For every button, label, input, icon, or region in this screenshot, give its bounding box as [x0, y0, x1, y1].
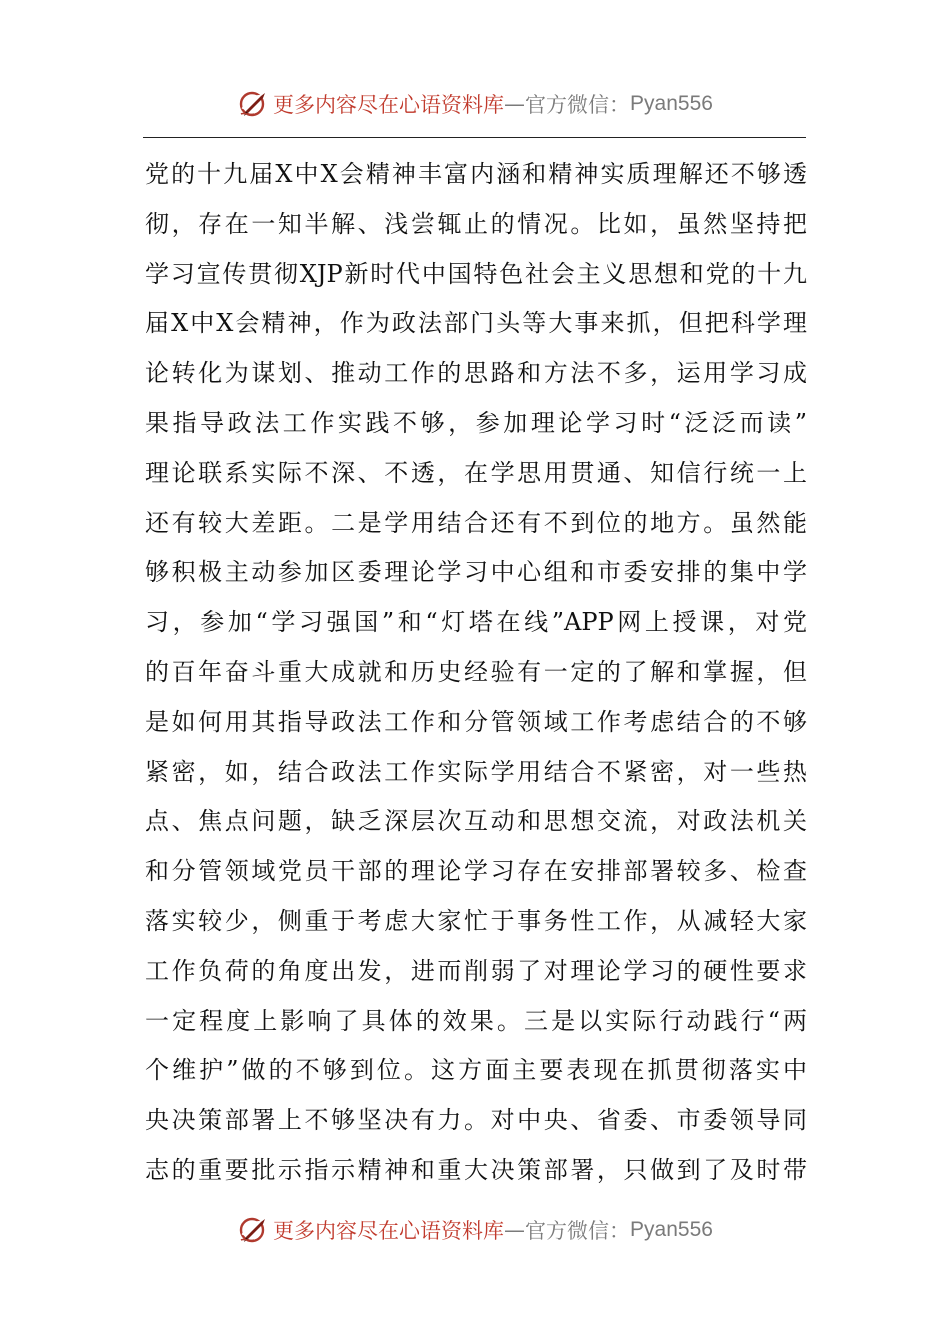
watermark-dash: — [504, 92, 526, 116]
footer-watermark [0, 1208, 950, 1252]
body-line: 志的重要批示指示精神和重大决策部署，只做到了及时带 [145, 1155, 807, 1184]
body-line: 学习宣传贯彻XJP新时代中国特色社会主义思想和党的十九 [145, 259, 807, 288]
body-line: 理论联系实际不深、不透，在学思用贯通、知信行统一上 [145, 458, 807, 487]
body-line: 果指导政法工作实践不够，参加理论学习时“泛泛而读” [145, 408, 807, 437]
body-line: 央决策部署上不够坚决有力。对中央、省委、市委领导同 [145, 1106, 807, 1135]
body-line: 紧密，如，结合政法工作实际学用结合不紧密，对一些热 [145, 757, 807, 786]
body-line: 还有较大差距。二是学用结合还有不到位的地方。虽然能 [145, 508, 807, 537]
body-line: 届X中X会精神，作为政法部门头等大事来抓，但把科学理 [145, 309, 807, 338]
body-line: 点、焦点问题，缺乏深层次互动和思想交流，对政法机关 [145, 807, 807, 836]
body-line: 的百年奋斗重大成就和历史经验有一定的了解和掌握，但 [145, 657, 807, 686]
header-rule [143, 137, 806, 138]
watermark-side-text: 官方微信： [525, 93, 631, 117]
pen-swirl-logo-icon [237, 1213, 271, 1247]
header-watermark [0, 82, 950, 126]
watermark-dash: — [504, 1218, 526, 1242]
body-line: 是如何用其指导政法工作和分管领域工作考虑结合的不够 [145, 707, 807, 736]
body-line: 落实较少，侧重于考虑大家忙于事务性工作，从减轻大家 [145, 906, 807, 935]
body-line: 够积极主动参加区委理论学习中心组和市委安排的集中学 [145, 558, 807, 587]
watermark-main-text: 更多内容尽在心语资料库 [273, 1219, 505, 1243]
pen-swirl-logo-icon [237, 87, 271, 121]
body-line: 论转化为谋划、推动工作的思路和方法不多，运用学习成 [145, 359, 807, 388]
watermark-wechat-id: Pyan556 [630, 92, 713, 115]
watermark-side-text: 官方微信： [525, 1219, 631, 1243]
watermark-wechat-id: Pyan556 [630, 1218, 713, 1241]
body-line: 习，参加“学习强国”和“灯塔在线”APP网上授课，对党 [145, 608, 807, 637]
body-line: 彻，存在一知半解、浅尝辄止的情况。比如，虽然坚持把 [145, 209, 807, 238]
body-line: 党的十九届X中X会精神丰富内涵和精神实质理解还不够透 [145, 160, 807, 188]
body-line: 一定程度上影响了具体的效果。三是以实际行动践行“两 [145, 1006, 807, 1035]
document-body [145, 150, 807, 1196]
body-line: 个维护”做的不够到位。这方面主要表现在抓贯彻落实中 [145, 1056, 807, 1085]
body-line: 和分管领域党员干部的理论学习存在安排部署较多、检查 [145, 857, 807, 886]
watermark-main-text: 更多内容尽在心语资料库 [273, 93, 505, 117]
body-line: 工作负荷的角度出发，进而削弱了对理论学习的硬性要求 [145, 956, 807, 985]
